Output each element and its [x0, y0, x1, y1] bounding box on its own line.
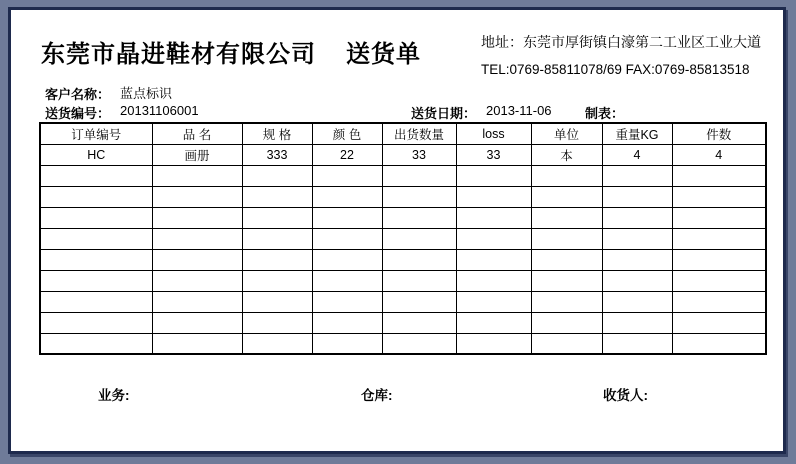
table-row: [40, 312, 766, 333]
table-cell: [242, 186, 312, 207]
delivery-date-value: 2013-11-06: [486, 103, 552, 118]
table-cell: [382, 228, 456, 249]
table-cell: [531, 165, 602, 186]
table-cell: [672, 207, 766, 228]
table-cell: [456, 270, 531, 291]
table-cell: [242, 165, 312, 186]
table-cell: [456, 333, 531, 354]
table-cell: [602, 312, 672, 333]
table-cell: [531, 249, 602, 270]
table-cell: [382, 291, 456, 312]
table-cell: [40, 270, 152, 291]
table-cell: [672, 333, 766, 354]
table-cell: [602, 270, 672, 291]
preparer-label: 制表：: [585, 106, 625, 121]
table-cell: [152, 186, 242, 207]
column-header-5: loss: [456, 123, 531, 144]
table-cell: [672, 291, 766, 312]
table-cell: [40, 291, 152, 312]
table-cell: 22: [312, 144, 382, 165]
table-cell: [152, 333, 242, 354]
table-row: [40, 207, 766, 228]
table-cell: 4: [672, 144, 766, 165]
table-cell: [40, 249, 152, 270]
table-body: [40, 144, 766, 354]
table-cell: [456, 291, 531, 312]
table-cell: [672, 249, 766, 270]
delivery-number-label: 送货编号：: [45, 106, 111, 121]
company-tel-fax: TEL:0769-85811078/69 FAX:0769-85813518: [481, 62, 750, 77]
document-title: [41, 34, 421, 69]
table-cell: 33: [382, 144, 456, 165]
table-cell: [242, 228, 312, 249]
table-cell: [40, 228, 152, 249]
table-cell: [312, 165, 382, 186]
table-cell: [602, 228, 672, 249]
column-header-1: 品 名: [152, 123, 242, 144]
table-cell: [312, 333, 382, 354]
table-cell: [242, 333, 312, 354]
table-cell: [456, 228, 531, 249]
table-cell: [312, 312, 382, 333]
table-row: [40, 270, 766, 291]
table-cell: [312, 249, 382, 270]
table-row: [40, 165, 766, 186]
table-cell: [531, 270, 602, 291]
table-cell: [456, 165, 531, 186]
table-cell: [382, 333, 456, 354]
sales-signature-label: 业务:: [98, 388, 130, 403]
table-cell: [242, 270, 312, 291]
table-cell: [672, 186, 766, 207]
table-cell: [312, 270, 382, 291]
table-row: [40, 333, 766, 354]
column-header-2: 规 格: [242, 123, 312, 144]
column-header-4: 出货数量: [382, 123, 456, 144]
delivery-note-page: [8, 7, 786, 454]
table-cell: [152, 207, 242, 228]
table-row: [40, 291, 766, 312]
column-header-8: 件数: [672, 123, 766, 144]
warehouse-signature-label: 仓库:: [361, 388, 393, 403]
delivery-number-value: 20131106001: [120, 103, 199, 118]
table-row: [40, 186, 766, 207]
table-cell: [40, 186, 152, 207]
table-cell: [602, 186, 672, 207]
table-cell: [382, 249, 456, 270]
column-header-3: 颜 色: [312, 123, 382, 144]
table-cell: [152, 228, 242, 249]
table-cell: [152, 165, 242, 186]
table-cell: [242, 207, 312, 228]
table-row: [40, 249, 766, 270]
table-cell: [456, 312, 531, 333]
table-cell: [531, 291, 602, 312]
table-cell: [672, 228, 766, 249]
table-cell: [456, 249, 531, 270]
table-cell: [602, 207, 672, 228]
table-cell: [672, 270, 766, 291]
receiver-signature-label: 收货人:: [603, 388, 648, 403]
delivery-date-label: 送货日期：: [411, 106, 477, 121]
company-address: 地址：东莞市厚街镇白濠第二工业区工业大道: [481, 34, 761, 50]
table-cell: [672, 312, 766, 333]
table-cell: [531, 312, 602, 333]
table-cell: [602, 249, 672, 270]
table-cell: [602, 291, 672, 312]
table-cell: [602, 333, 672, 354]
table-cell: [382, 186, 456, 207]
table-cell: [40, 207, 152, 228]
table-cell: [152, 270, 242, 291]
table-cell: [40, 312, 152, 333]
table-cell: [382, 165, 456, 186]
column-header-7: 重量KG: [602, 123, 672, 144]
table-header: [40, 123, 766, 144]
table-row: [40, 144, 766, 165]
column-header-6: 单位: [531, 123, 602, 144]
table-cell: [152, 249, 242, 270]
delivery-items-table: [39, 122, 767, 355]
table-cell: [312, 291, 382, 312]
table-cell: [382, 312, 456, 333]
customer-name-label: 客户名称：: [45, 87, 111, 102]
table-cell: HC: [40, 144, 152, 165]
table-cell: [152, 291, 242, 312]
column-header-0: 订单编号: [40, 123, 152, 144]
table-cell: [531, 186, 602, 207]
table-cell: [531, 207, 602, 228]
table-cell: 33: [456, 144, 531, 165]
table-cell: [242, 291, 312, 312]
table-cell: [40, 165, 152, 186]
table-cell: [312, 186, 382, 207]
table-cell: [602, 165, 672, 186]
table-cell: [40, 333, 152, 354]
company-name: 东莞市晶进鞋材有限公司: [41, 41, 316, 68]
table-cell: 333: [242, 144, 312, 165]
table-cell: [672, 165, 766, 186]
table-cell: [152, 312, 242, 333]
table-cell: [242, 312, 312, 333]
table-cell: [312, 228, 382, 249]
table-row: [40, 228, 766, 249]
document-type-label: 送货单: [346, 41, 421, 68]
customer-name-value: 蓝点标识: [120, 86, 173, 101]
table-cell: [382, 270, 456, 291]
table-header-row: [40, 123, 766, 144]
table-cell: 本: [531, 144, 602, 165]
table-cell: [531, 333, 602, 354]
table-cell: [242, 249, 312, 270]
table-cell: [456, 186, 531, 207]
table-cell: [456, 207, 531, 228]
table-cell: [382, 207, 456, 228]
table-cell: [531, 228, 602, 249]
table-cell: [312, 207, 382, 228]
table-cell: 4: [602, 144, 672, 165]
table-cell: 画册: [152, 144, 242, 165]
